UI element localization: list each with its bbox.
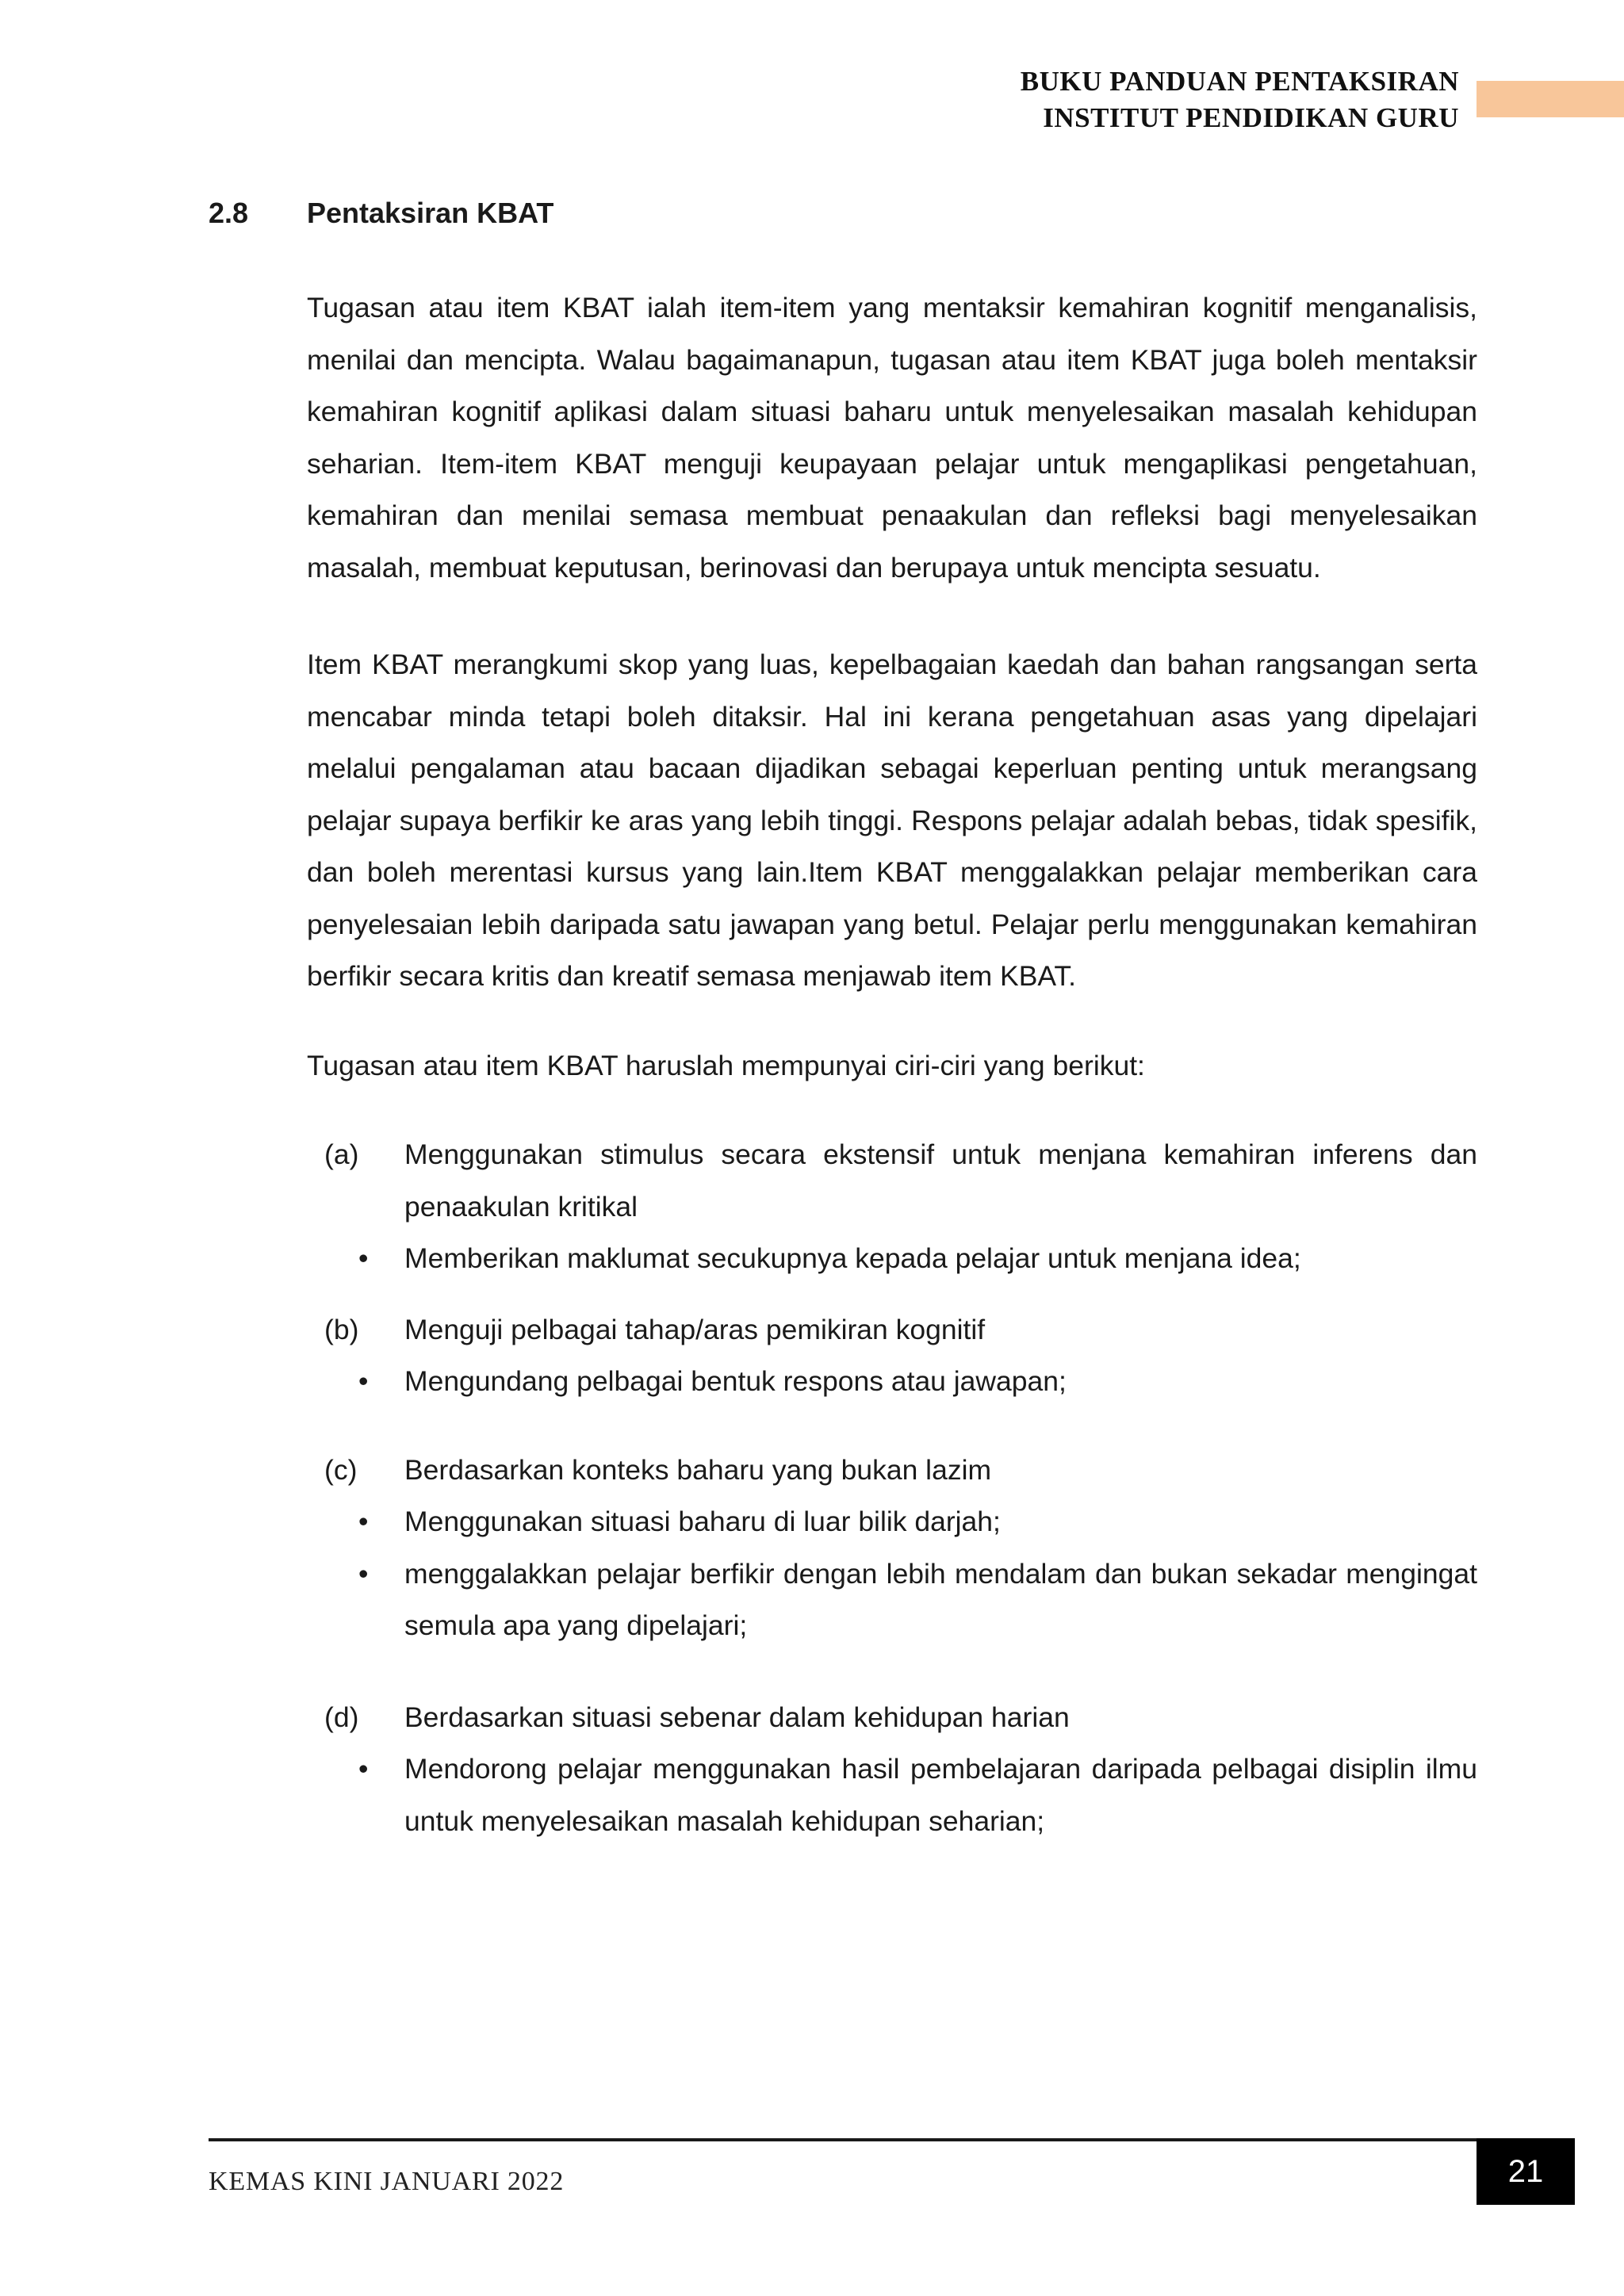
item-text: Menguji pelbagai tahap/aras pemikiran kognitif bbox=[404, 1313, 986, 1345]
section-number: 2.8 bbox=[209, 197, 249, 229]
header-accent-bar bbox=[1477, 81, 1624, 117]
item-label: (d) bbox=[324, 1701, 359, 1733]
section-heading bbox=[209, 195, 553, 232]
bullet-item bbox=[358, 1233, 1477, 1285]
footer-divider bbox=[209, 2138, 1477, 2141]
bullet-item bbox=[358, 1548, 1477, 1652]
item-label: (c) bbox=[324, 1453, 358, 1486]
bullet-list bbox=[358, 1356, 1477, 1408]
bullet-dot-icon: • bbox=[358, 1506, 369, 1537]
bullet-item bbox=[358, 1743, 1477, 1847]
bullet-list bbox=[358, 1743, 1477, 1847]
body-content bbox=[307, 282, 1477, 1847]
bullet-text: Memberikan maklumat secukupnya kepada pelajar untuk menjana idea; bbox=[404, 1242, 1301, 1274]
bullet-dot-icon: • bbox=[358, 1365, 369, 1397]
paragraph-2: Item KBAT merangkumi skop yang luas, kepelbagaian kaedah dan bahan rangsangan serta mencabar minda tetapi boleh ditaksir. Hal ini kerana pengetahuan asas yang dipelajari melalui pengalaman atau bacaan dijadikan sebagai keperluan penting untuk merangsang pelajar supaya berfikir ke aras yang lebih tinggi. Respons pelajar adalah bebas, tidak spesifik, dan boleh merentasi kursus yang lain.Item KBAT menggalakkan pelajar memberikan cara penyelesaian lebih daripada satu jawapan yang betul. Pelajar perlu menggunakan kemahiran berfikir secara kritis dan kreatif semasa menjawab item KBAT. bbox=[307, 649, 1477, 992]
item-text: Menggunakan stimulus secara ekstensif untuk menjana kemahiran inferens dan penaakulan kritikal bbox=[404, 1138, 1477, 1223]
header-line-2: INSTITUT PENDIDIKAN GURU bbox=[1043, 102, 1459, 133]
bullet-text: menggalakkan pelajar berfikir dengan lebih mendalam dan bukan sekadar mengingat semula apa yang dipelajari; bbox=[404, 1557, 1477, 1641]
header-line-1: BUKU PANDUAN PENTAKSIRAN bbox=[1020, 66, 1459, 97]
bullet-item bbox=[358, 1356, 1477, 1408]
bullet-dot-icon: • bbox=[358, 1242, 369, 1274]
paragraph-1: Tugasan atau item KBAT ialah item-item yang mentaksir kemahiran kognitif menganalisis, menilai dan mencipta. Walau bagaimanapun, tugasan atau item KBAT juga boleh mentaksir kemahiran kognitif aplikasi dalam situasi baharu untuk menyelesaikan masalah kehidupan seharian. Item-item KBAT menguji keupayaan pelajar untuk mengaplikasi pengetahuan, kemahiran dan menilai semasa membuat penaakulan dan refleksi bagi menyelesaikan masalah, membuat keputusan, berinovasi dan berupaya untuk mencipta sesuatu. bbox=[307, 292, 1477, 584]
section-title: Pentaksiran KBAT bbox=[307, 197, 554, 229]
item-label: (b) bbox=[324, 1313, 359, 1345]
item-text: Berdasarkan situasi sebenar dalam kehidupan harian bbox=[404, 1701, 1070, 1733]
bullet-dot-icon: • bbox=[358, 1557, 369, 1590]
bullet-list bbox=[358, 1233, 1477, 1285]
bullet-text: Mendorong pelajar menggunakan hasil pembelajaran daripada pelbagai disiplin ilmu untuk menyelesaikan masalah kehidupan seharian; bbox=[404, 1753, 1477, 1837]
item-label: (a) bbox=[324, 1138, 359, 1170]
page-number: 21 bbox=[1477, 2138, 1575, 2205]
paragraph-3: Tugasan atau item KBAT haruslah mempunyai ciri-ciri yang berikut: bbox=[307, 1049, 1145, 1081]
criteria-item-b bbox=[307, 1304, 1477, 1357]
document-header bbox=[1021, 63, 1459, 136]
bullet-dot-icon: • bbox=[358, 1753, 369, 1785]
item-text: Berdasarkan konteks baharu yang bukan lazim bbox=[404, 1453, 992, 1486]
criteria-item-c bbox=[307, 1445, 1477, 1497]
criteria-item-d bbox=[307, 1692, 1477, 1744]
criteria-item-a bbox=[307, 1129, 1477, 1233]
bullet-text: Menggunakan situasi baharu di luar bilik darjah; bbox=[404, 1506, 1001, 1537]
bullet-list bbox=[358, 1496, 1477, 1652]
footer-update-note: KEMAS KINI JANUARI 2022 bbox=[209, 2167, 565, 2196]
bullet-text: Mengundang pelbagai bentuk respons atau jawapan; bbox=[404, 1365, 1067, 1397]
bullet-item bbox=[358, 1496, 1477, 1548]
